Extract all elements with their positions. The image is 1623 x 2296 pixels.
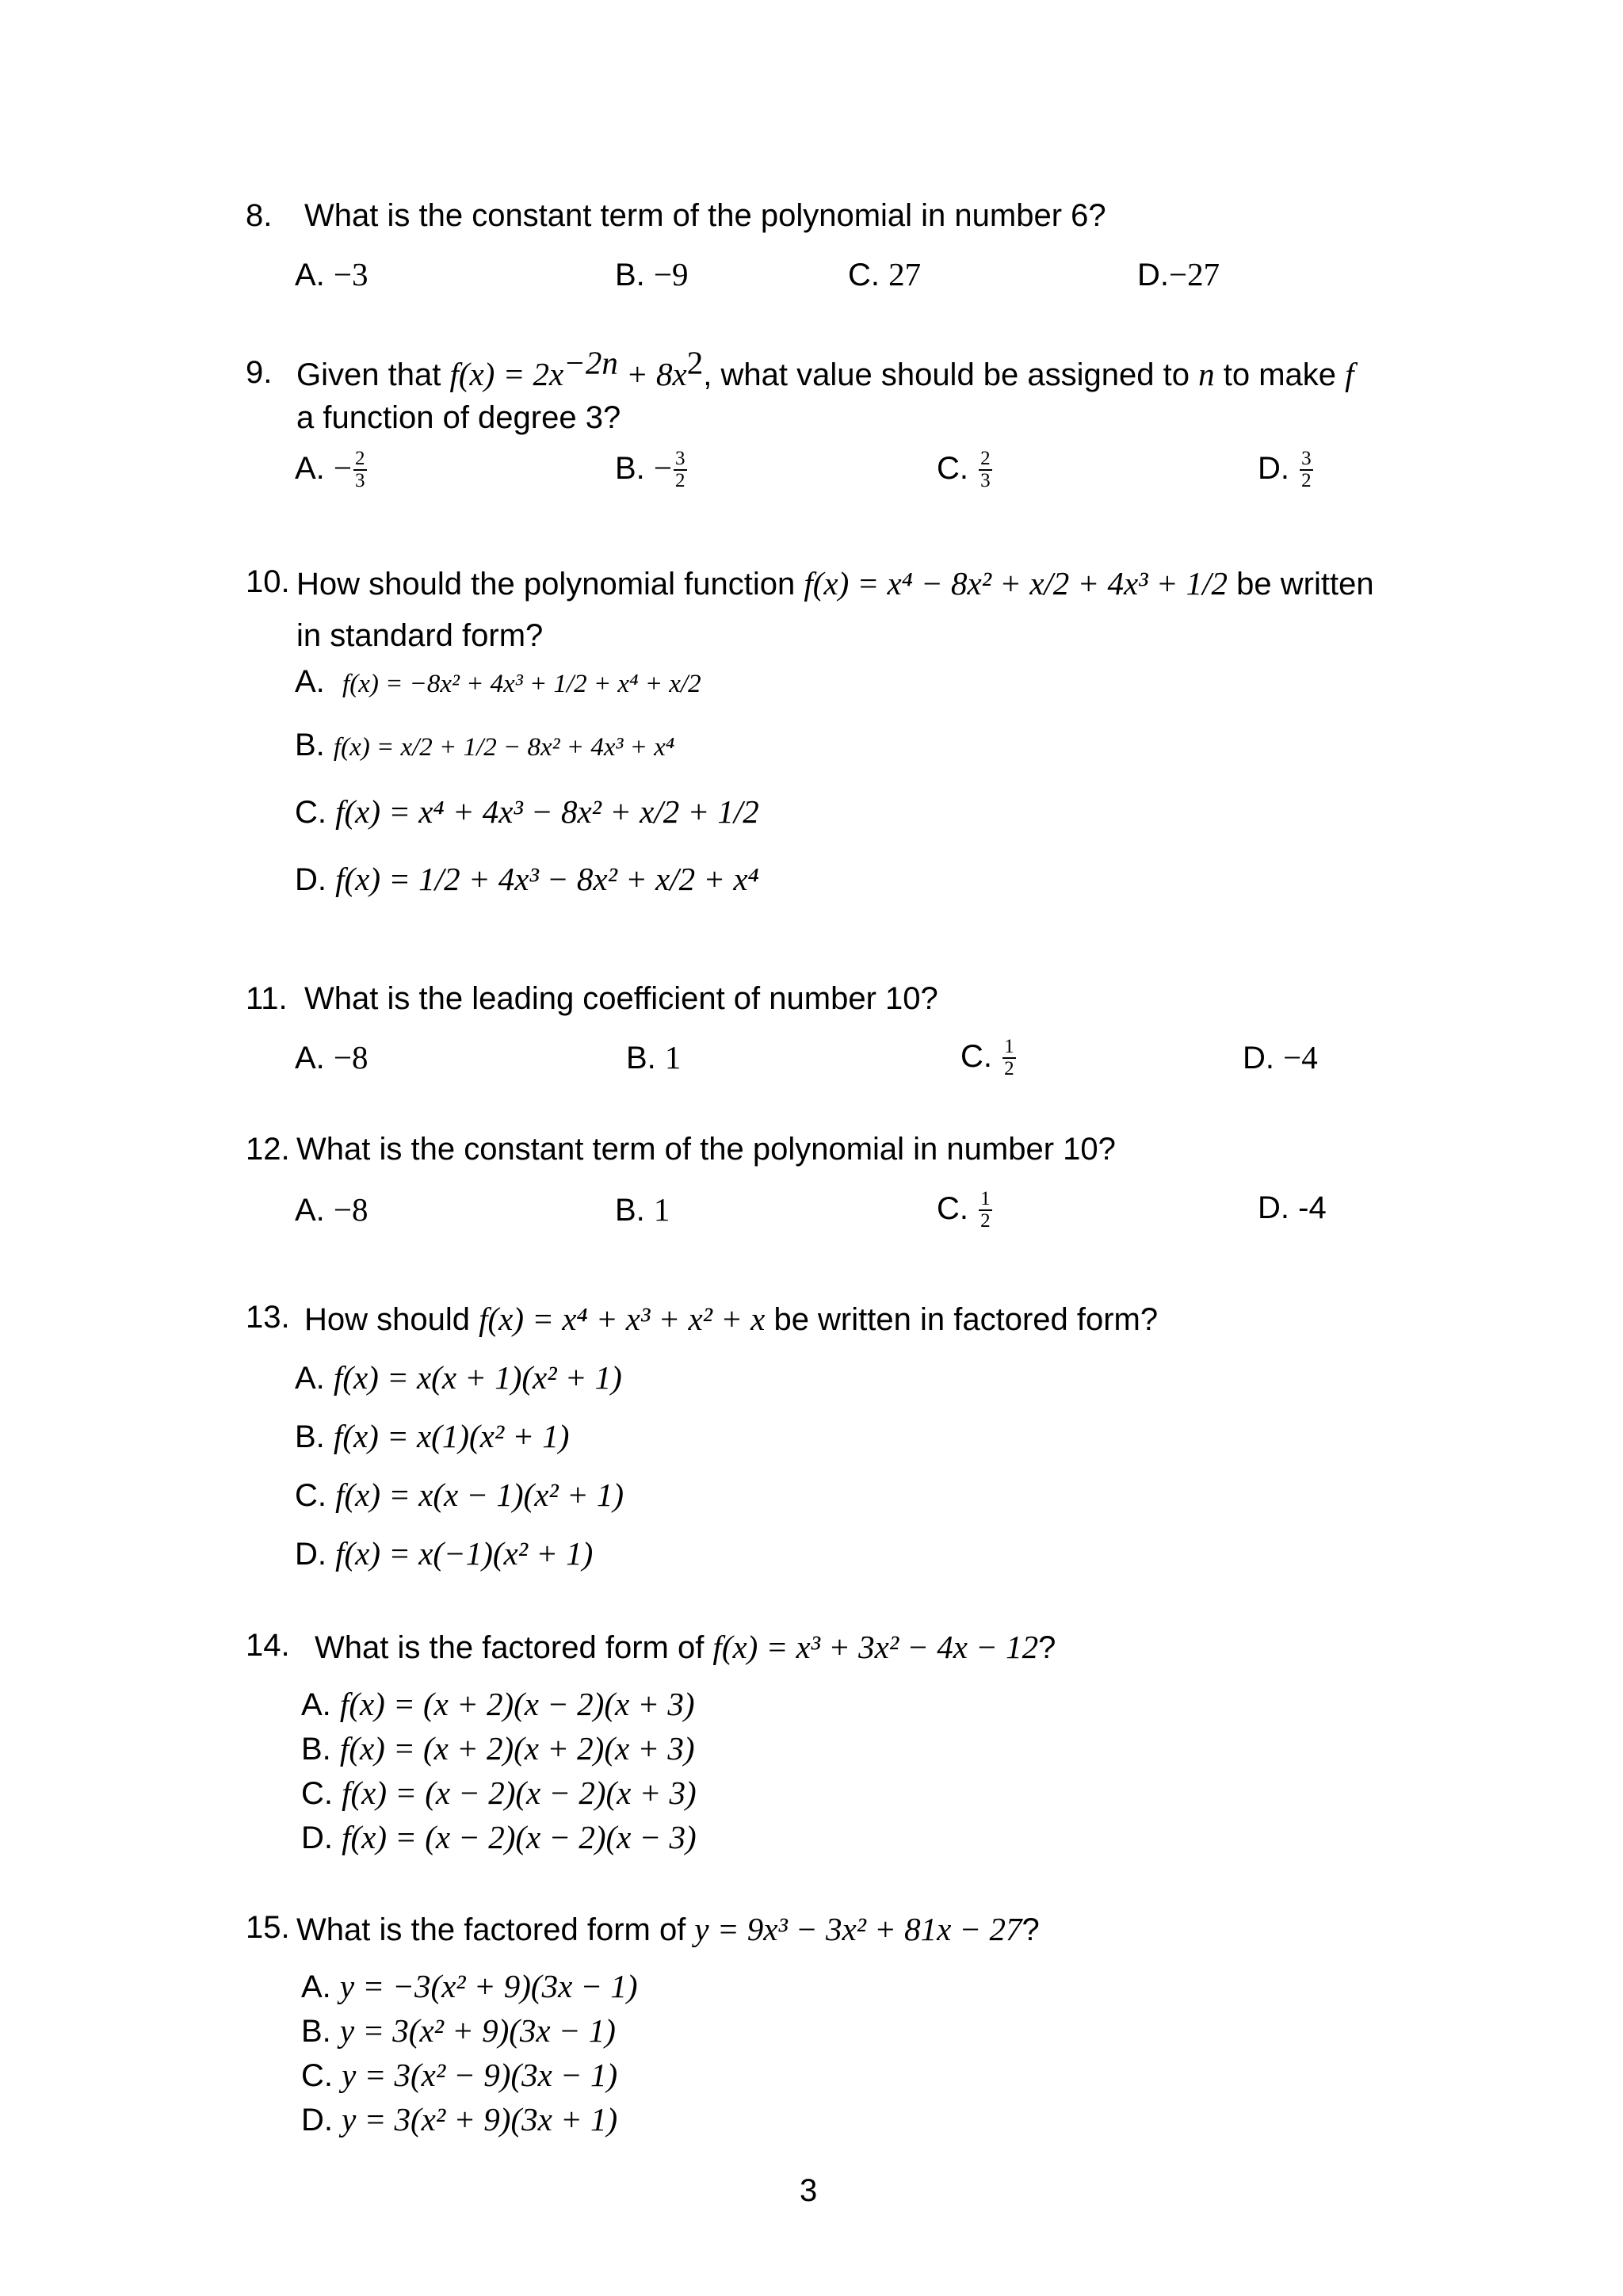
question-number: 14. xyxy=(246,1628,290,1663)
option-label: D. xyxy=(295,862,327,897)
option-label: D. xyxy=(301,1820,333,1855)
sign: − xyxy=(333,449,353,486)
option-label: B. xyxy=(301,1732,331,1767)
option-d[interactable] xyxy=(1243,1038,1318,1076)
option-label: B. xyxy=(295,1419,325,1454)
fraction xyxy=(674,449,687,492)
option-label: A. xyxy=(295,664,325,699)
option-value: -4 xyxy=(1298,1190,1327,1225)
math-expression: y = 9x³ − 3x² + 81x − 27 xyxy=(694,1911,1022,1947)
option-value: 1 xyxy=(653,1191,670,1228)
stem-text: What is the factored form of xyxy=(296,1912,695,1947)
option-value: f(x) = (x − 2)(x − 2)(x − 3) xyxy=(342,1819,697,1855)
fraction xyxy=(979,1189,992,1232)
numerator: 2 xyxy=(353,449,367,471)
option-c[interactable] xyxy=(295,793,759,831)
option-a[interactable] xyxy=(295,255,369,293)
fraction xyxy=(1300,449,1313,492)
question-stem-line-2: a function of degree 3? xyxy=(296,400,621,435)
stem-text: ? xyxy=(1038,1630,1056,1665)
option-d[interactable] xyxy=(295,860,759,898)
option-value: f(x) = x(x + 1)(x² + 1) xyxy=(333,1359,622,1396)
exponent: 2 xyxy=(686,344,704,381)
question-number: 8. xyxy=(246,198,273,233)
option-label: B. xyxy=(295,728,325,762)
option-c[interactable] xyxy=(301,1774,697,1812)
stem-text: ? xyxy=(1022,1912,1040,1947)
option-b[interactable] xyxy=(295,1417,569,1455)
option-b[interactable] xyxy=(615,255,689,293)
option-value: y = 3(x² + 9)(3x + 1) xyxy=(342,2101,618,2137)
page-number: 3 xyxy=(800,2173,818,2208)
option-c[interactable] xyxy=(295,1476,624,1514)
option-value: f(x) = x(x − 1)(x² + 1) xyxy=(335,1477,624,1513)
option-value: −27 xyxy=(1169,256,1220,292)
question-number: 15. xyxy=(246,1910,290,1945)
stem-text: Given that xyxy=(296,357,450,392)
option-label: A. xyxy=(295,451,325,486)
question-stem: What is the constant term of the polynomial in number 10? xyxy=(296,1132,1116,1167)
question-number: 13. xyxy=(246,1300,290,1335)
question-stem: What is the constant term of the polynomial in number 6? xyxy=(304,198,1106,233)
option-d[interactable] xyxy=(301,1818,697,1856)
option-value: y = −3(x² + 9)(3x − 1) xyxy=(339,1968,638,2004)
numerator: 3 xyxy=(674,449,687,471)
option-label: B. xyxy=(301,2014,331,2049)
option-b[interactable] xyxy=(626,1038,681,1076)
math-expression: f(x) = x⁴ + x³ + x² + x xyxy=(479,1301,766,1337)
question-stem xyxy=(296,1910,1040,1948)
option-c[interactable] xyxy=(937,449,994,492)
option-value: −9 xyxy=(653,256,689,292)
numerator: 2 xyxy=(979,449,992,471)
stem-text: How should the polynomial function xyxy=(296,567,804,602)
option-b[interactable] xyxy=(295,728,674,763)
question-stem: What is the leading coefficient of number 10? xyxy=(304,981,938,1016)
math-expression: f(x) = x³ + 3x² − 4x − 12 xyxy=(712,1629,1039,1665)
option-value: f(x) = (x − 2)(x − 2)(x + 3) xyxy=(342,1775,697,1811)
option-a[interactable] xyxy=(295,449,369,492)
option-a[interactable] xyxy=(295,664,701,700)
option-label: C. xyxy=(848,258,880,292)
math-expression: f(x) = 2x xyxy=(449,356,564,392)
option-b[interactable] xyxy=(615,1190,670,1228)
option-value: f(x) = x(1)(x² + 1) xyxy=(333,1418,570,1454)
sign: − xyxy=(653,449,673,486)
option-c[interactable] xyxy=(937,1189,994,1232)
option-label: C. xyxy=(937,1190,968,1226)
option-value: −8 xyxy=(333,1039,369,1075)
option-a[interactable] xyxy=(295,1358,622,1396)
option-value: 27 xyxy=(888,256,922,292)
option-a[interactable] xyxy=(301,1967,638,2005)
option-d[interactable] xyxy=(295,1534,593,1572)
stem-text: be written in factored form? xyxy=(765,1302,1159,1337)
denominator: 2 xyxy=(675,470,685,492)
variable: f xyxy=(1345,356,1354,392)
denominator: 2 xyxy=(980,1210,991,1232)
option-label: A. xyxy=(295,1361,325,1396)
option-value: f(x) = (x + 2)(x − 2)(x + 3) xyxy=(339,1686,695,1722)
option-label: D. xyxy=(295,1537,327,1572)
option-label: A. xyxy=(301,1969,331,2004)
denominator: 3 xyxy=(355,470,365,492)
fraction xyxy=(353,449,367,492)
stem-text: to make xyxy=(1214,357,1346,392)
stem-text: How should xyxy=(304,1302,479,1337)
option-label: C. xyxy=(295,795,327,830)
stem-text: What is the factored form of xyxy=(315,1630,713,1665)
option-d[interactable] xyxy=(1258,449,1315,492)
option-label: A. xyxy=(301,1687,331,1722)
option-a[interactable] xyxy=(295,1190,369,1228)
option-label: A. xyxy=(295,1041,325,1075)
option-value: f(x) = x⁴ + 4x³ − 8x² + x/2 + 1/2 xyxy=(335,793,759,830)
option-label: D. xyxy=(1258,1190,1289,1225)
option-b[interactable] xyxy=(301,1729,695,1767)
question-stem xyxy=(296,344,1354,393)
option-d[interactable] xyxy=(301,2100,617,2138)
option-d[interactable] xyxy=(1258,1190,1327,1226)
option-label: D. xyxy=(301,2103,333,2137)
option-label: D. xyxy=(1258,450,1289,486)
option-label: B. xyxy=(615,1193,645,1228)
option-b[interactable] xyxy=(615,449,689,492)
option-value: −4 xyxy=(1283,1039,1318,1075)
option-label: D. xyxy=(1137,258,1169,292)
numerator: 1 xyxy=(979,1189,992,1211)
question-stem xyxy=(315,1628,1056,1666)
stem-text: be written xyxy=(1228,567,1374,602)
option-label: C. xyxy=(937,450,968,486)
exponent: −2n xyxy=(563,344,618,381)
question-number: 10. xyxy=(246,564,290,599)
question-number: 9. xyxy=(246,355,273,390)
option-c[interactable] xyxy=(301,2056,617,2094)
variable: n xyxy=(1198,356,1215,392)
numerator: 3 xyxy=(1300,449,1313,471)
option-value: f(x) = −8x² + 4x³ + 1/2 + x⁴ + x/2 xyxy=(342,670,701,698)
numerator: 1 xyxy=(1002,1037,1016,1059)
fraction xyxy=(979,449,992,492)
fraction xyxy=(1002,1037,1016,1080)
option-label: A. xyxy=(295,1193,325,1228)
option-b[interactable] xyxy=(301,2011,616,2050)
stem-text: , what value should be assigned to xyxy=(703,357,1199,392)
option-a[interactable] xyxy=(295,1038,369,1076)
option-value: 1 xyxy=(664,1039,682,1075)
option-label: C. xyxy=(301,1776,333,1811)
question-stem xyxy=(296,564,1374,602)
option-value: y = 3(x² + 9)(3x − 1) xyxy=(339,2012,616,2049)
option-label: C. xyxy=(301,2058,333,2093)
option-value: f(x) = x/2 + 1/2 − 8x² + 4x³ + x⁴ xyxy=(333,733,675,762)
option-label: B. xyxy=(615,258,645,292)
option-c[interactable] xyxy=(848,255,921,293)
option-label: B. xyxy=(615,451,645,486)
denominator: 2 xyxy=(1301,470,1312,492)
math-expression: + 8x xyxy=(617,356,687,392)
option-value: −8 xyxy=(333,1191,369,1228)
option-label: C. xyxy=(960,1038,992,1074)
option-a[interactable] xyxy=(301,1685,695,1723)
denominator: 3 xyxy=(980,470,991,492)
option-label: C. xyxy=(295,1478,327,1513)
option-value: f(x) = x(−1)(x² + 1) xyxy=(335,1535,594,1572)
option-value: f(x) = 1/2 + 4x³ − 8x² + x/2 + x⁴ xyxy=(335,861,759,897)
option-value: −3 xyxy=(333,256,369,292)
option-value: y = 3(x² − 9)(3x − 1) xyxy=(342,2057,618,2093)
option-label: B. xyxy=(626,1041,656,1075)
math-expression: f(x) = x⁴ − 8x² + x/2 + 4x³ + 1/2 xyxy=(804,565,1228,602)
question-number: 11. xyxy=(246,981,288,1016)
question-number: 12. xyxy=(246,1132,290,1167)
option-c[interactable] xyxy=(960,1037,1018,1080)
option-label: A. xyxy=(295,258,325,292)
option-value: f(x) = (x + 2)(x + 2)(x + 3) xyxy=(339,1730,695,1767)
question-stem xyxy=(304,1300,1158,1338)
option-d[interactable] xyxy=(1137,255,1220,293)
option-label: D. xyxy=(1243,1041,1274,1075)
denominator: 2 xyxy=(1004,1058,1014,1080)
question-stem-line-2: in standard form? xyxy=(296,618,544,653)
